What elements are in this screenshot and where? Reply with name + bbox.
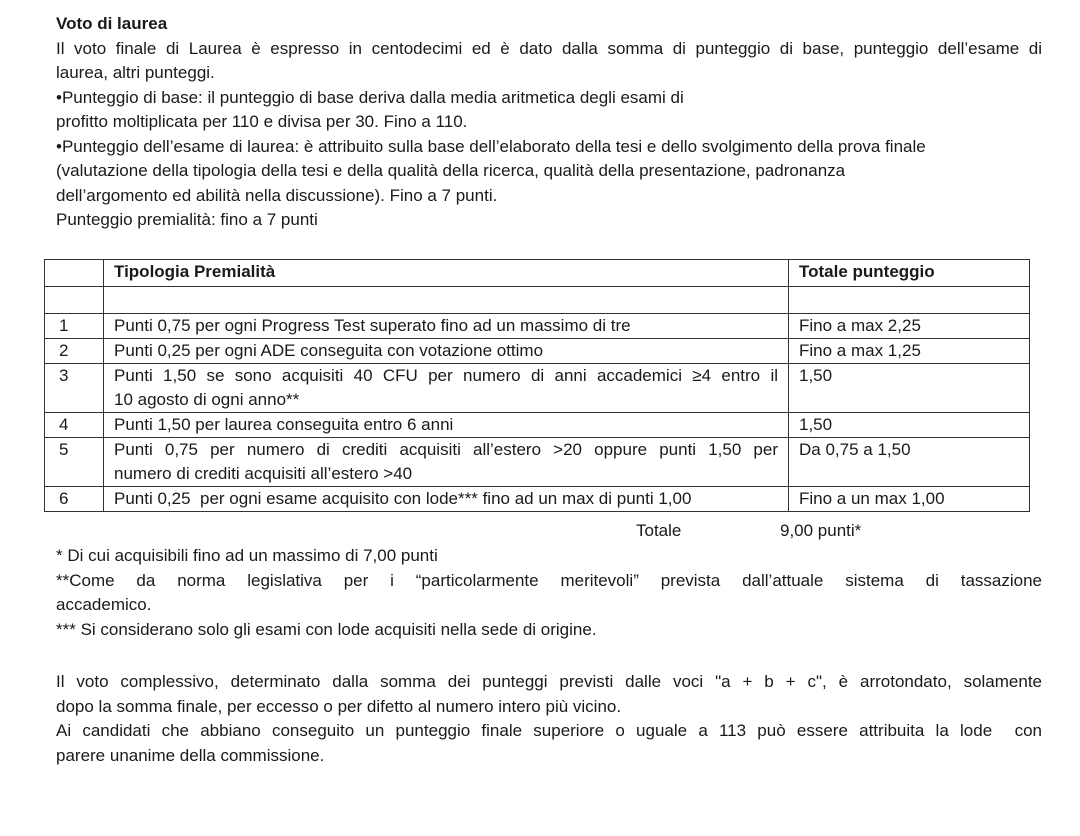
- intro-line: Punteggio premialità: fino a 7 punti: [56, 210, 318, 229]
- row-description: Punti 0,75 per ogni Progress Test superato fino ad un massimo di tre: [104, 314, 789, 339]
- closing-line: parere unanime della commissione.: [56, 745, 325, 765]
- table-row: [45, 438, 1030, 487]
- intro-line: dell’argomento ed abilità nella discussione). Fino a 7 punti.: [56, 185, 498, 205]
- row-description: Punti 1,50 per laurea conseguita entro 6 anni: [104, 413, 789, 438]
- table-cell: [104, 287, 789, 314]
- intro-line: •Punteggio di base: il punteggio di base deriva dalla media aritmetica degli esami di: [56, 87, 684, 107]
- footnote: * Di cui acquisibili fino ad un massimo di 7,00 punti: [56, 546, 438, 565]
- row-number: 6: [45, 487, 104, 512]
- page-title: Voto di laurea: [56, 14, 168, 33]
- intro-line: laurea, altri punteggi.: [56, 63, 215, 82]
- footnote: *** Si considerano solo gli esami con lode acquisiti nella sede di origine.: [56, 619, 597, 639]
- intro-line: •Punteggio dell’esame di laurea: è attribuito sulla base dell’elaborato della tesi e dello svolgimento della prova finale: [56, 136, 926, 156]
- row-number: 4: [45, 413, 104, 438]
- row-number: 3: [45, 364, 104, 413]
- row-description: Punti 0,25 per ogni esame acquisito con lode*** fino ad un max di punti 1,00: [104, 487, 789, 512]
- row-description: [104, 438, 789, 487]
- row-description-line: 10 agosto di ogni anno**: [114, 390, 300, 409]
- footnotes: [56, 544, 1042, 642]
- closing-line: Ai candidati che abbiano conseguito un punteggio finale superiore o uguale a 113 può essere attribuita la lode con: [56, 721, 1042, 740]
- table-empty-row: [45, 287, 1030, 314]
- row-description-line: Punti 1,50 se sono acquisiti 40 CFU per numero di anni accademici ≥4 entro il: [114, 366, 778, 385]
- row-total: Fino a max 1,25: [789, 339, 1030, 364]
- table-row: [45, 364, 1030, 413]
- table-header-totale: Totale punteggio: [789, 260, 1030, 287]
- table-row: [45, 487, 1030, 512]
- closing-section: [56, 670, 1042, 768]
- row-number: 1: [45, 314, 104, 339]
- closing-line: Il voto complessivo, determinato dalla somma dei punteggi previsti dalle voci "a + b + c", è arrotondato, solamente: [56, 672, 1042, 691]
- total-value: 9,00 punti*: [780, 521, 862, 540]
- row-description: Punti 0,25 per ogni ADE conseguita con votazione ottimo: [104, 339, 789, 364]
- row-number: 2: [45, 339, 104, 364]
- footnote: accademico.: [56, 595, 152, 614]
- row-description-line: Punti 0,75 per numero di crediti acquisiti all’estero >20 oppure punti 1,50 per: [114, 440, 778, 459]
- row-total: Da 0,75 a 1,50: [789, 438, 1030, 487]
- intro-line: Il voto finale di Laurea è espresso in centodecimi ed è dato dalla somma di punteggio di base, punteggio dell’esame di: [56, 38, 1042, 58]
- premialita-table: [44, 259, 1030, 512]
- intro-line: (valutazione della tipologia della tesi e della qualità della ricerca, qualità della presentazione, padronanza: [56, 161, 846, 180]
- row-description: [104, 364, 789, 413]
- table-header-num: [45, 260, 104, 287]
- row-total: Fino a max 2,25: [789, 314, 1030, 339]
- table-cell: [45, 287, 104, 314]
- row-description-line: numero di crediti acquisiti all’estero >40: [114, 464, 413, 483]
- row-total: Fino a un max 1,00: [789, 487, 1030, 512]
- row-total: 1,50: [789, 413, 1030, 438]
- intro-section: [56, 12, 1042, 233]
- table-header-tipologia: Tipologia Premialità: [104, 260, 789, 287]
- table-row: [45, 413, 1030, 438]
- closing-line: dopo la somma finale, per eccesso o per difetto al numero intero più vicino.: [56, 696, 622, 716]
- row-total: 1,50: [789, 364, 1030, 413]
- footnote: **Come da norma legislativa per i “particolarmente meritevoli” prevista dall’attuale sistema di tassazione: [56, 570, 1042, 590]
- table-header-row: [45, 260, 1030, 287]
- total-label: Totale: [636, 521, 682, 540]
- table-cell: [789, 287, 1030, 314]
- intro-line: profitto moltiplicata per 110 e divisa per 30. Fino a 110.: [56, 112, 468, 131]
- table-row: [45, 339, 1030, 364]
- row-number: 5: [45, 438, 104, 487]
- table-row: [45, 314, 1030, 339]
